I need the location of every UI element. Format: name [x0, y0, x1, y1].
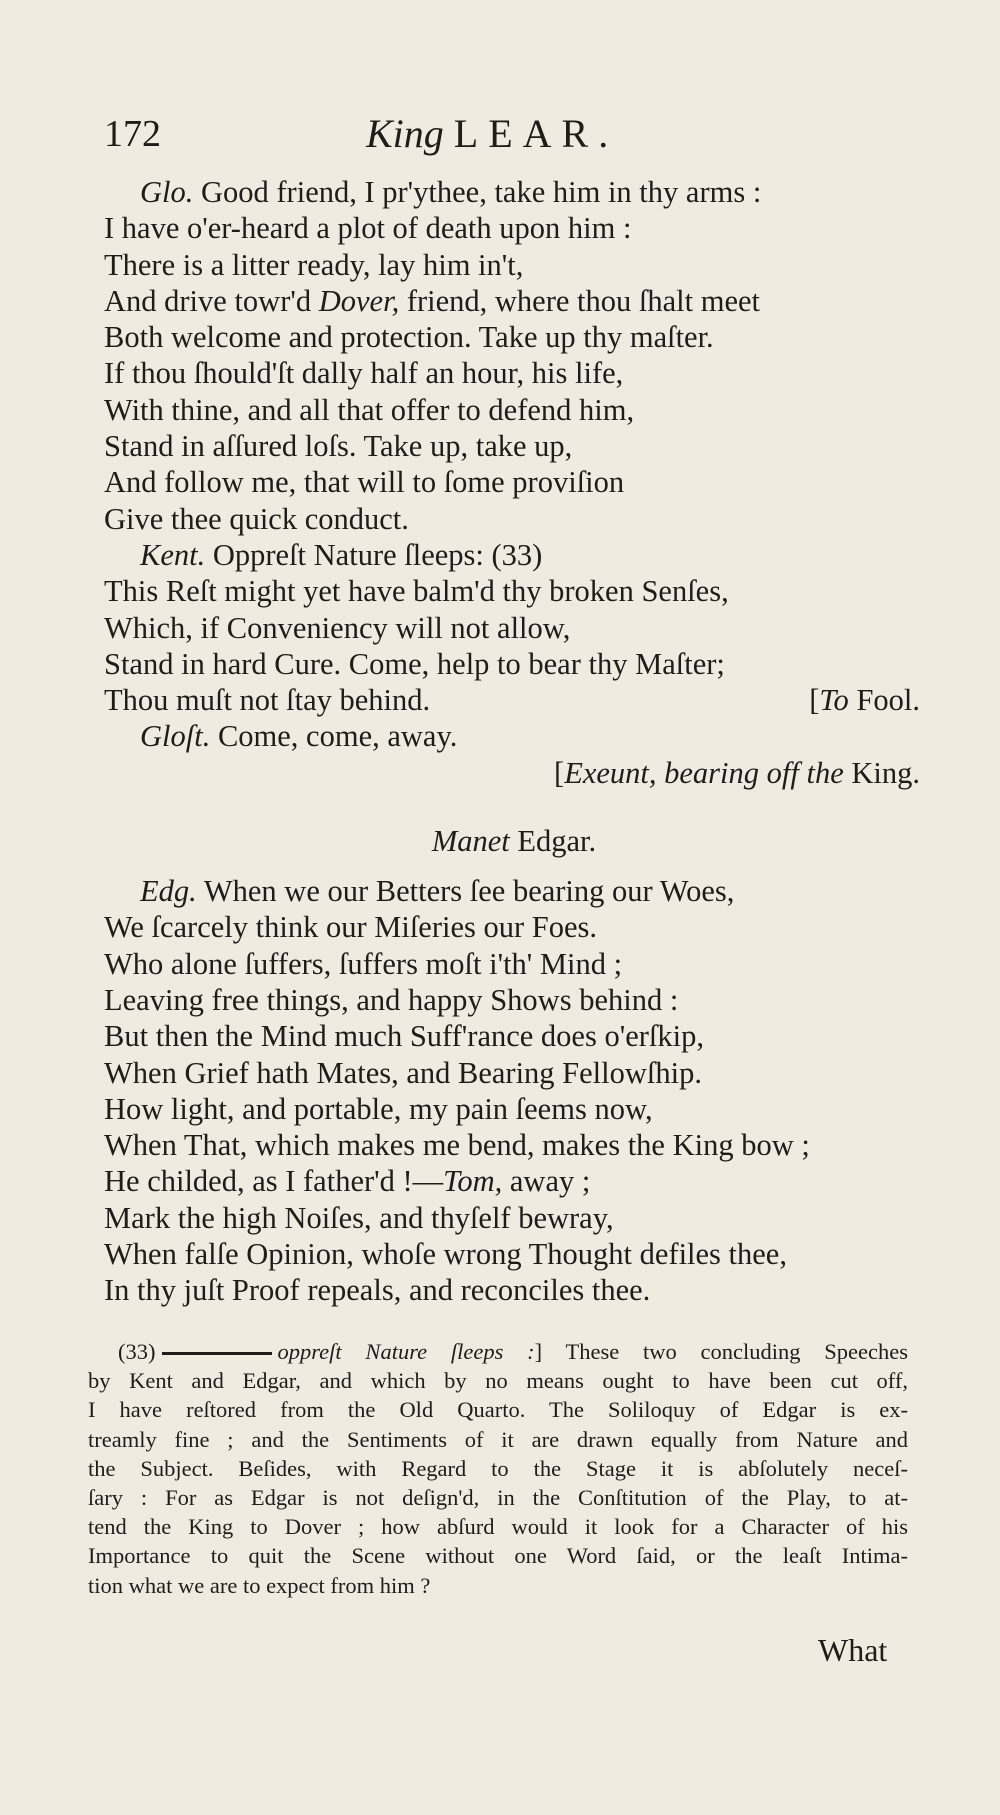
footnote-line: tend the King to Dover ; how abſurd would it look for a Character of his [88, 1514, 908, 1540]
verse-line: How light, and portable, my pain ſeems now, [104, 1091, 653, 1126]
footnote-line: by Kent and Edgar, and which by no means ought to have been cut off, [88, 1368, 908, 1394]
footnote-lemma: oppreſt Nature ſleeps : [277, 1339, 535, 1364]
footnote-line: Importance to quit the Scene without one Word ſaid, or the leaſt Intima- [88, 1543, 908, 1569]
verse-line: There is a litter ready, lay him in't, [104, 247, 524, 282]
speaker-name: Glo. [140, 175, 194, 209]
verse-line: When falſe Opinion, whoſe wrong Thought defiles thee, [104, 1237, 787, 1272]
footnote-line: tion what we are to expect from him ? [88, 1572, 431, 1598]
page-number: 172 [104, 113, 161, 155]
verse-line: When That, which makes me bend, makes the King bow ; [104, 1128, 810, 1163]
verse-line: I have o'er-heard a plot of death upon him : [104, 211, 632, 246]
verse-line: And drive towr'd Dover, friend, where thou ſhalt meet [104, 283, 760, 318]
footnote-dash [162, 1352, 272, 1355]
verse-line: Gloſt. Come, come, away. [140, 719, 458, 754]
verse-line: Edg. When we our Betters ſee bearing our Woes, [140, 874, 735, 909]
verse-line: Who alone ſuffers, ſuffers moſt i'th' Mind ; [104, 946, 623, 981]
manet-direction: Manet Edgar. [431, 824, 597, 859]
verse-line: When Grief hath Mates, and Bearing Fellowſhip. [104, 1055, 702, 1090]
verse-line: Leaving free things, and happy Shows behind : [104, 982, 679, 1017]
footnote-line: treamly fine ; and the Sentiments of it are drawn equally from Nature and [88, 1426, 908, 1452]
footnote-line: the Subject. Beſides, with Regard to the Stage it is abſolutely neceſ- [88, 1455, 908, 1481]
catchword: What [818, 1632, 888, 1668]
exit-stage-direction: [Exeunt, bearing off the King. [554, 755, 920, 790]
running-header [104, 112, 924, 166]
verse-line: And follow me, that will to ſome proviſion [104, 465, 625, 500]
verse-text [104, 174, 924, 1309]
running-title-italic: King [366, 111, 444, 156]
verse-line: This Reſt might yet have balm'd thy broken Senſes, [104, 574, 729, 609]
verse-line: In thy juſt Proof repeals, and reconciles thee. [104, 1273, 651, 1308]
verse-line: Stand in hard Cure. Come, help to bear thy Maſter; [104, 646, 725, 681]
footnote-line: (33) oppreſt Nature ſleeps :] These two concluding Speeches [88, 1337, 908, 1366]
verse-line: Give thee quick conduct. [104, 501, 409, 536]
verse-line: But then the Mind much Suff'rance does o'erſkip, [104, 1019, 704, 1054]
running-title-caps: LEAR. [453, 111, 619, 156]
footnote-number: (33) [118, 1339, 156, 1364]
verse-line: We ſcarcely think our Miſeries our Foes. [104, 910, 598, 945]
verse-line: Kent. Oppreſt Nature ſleeps: (33) [140, 537, 543, 572]
verse-line: He childed, as I father'd !—Tom, away ; [104, 1164, 591, 1199]
footnote-line: I have reſtored from the Old Quarto. The Soliloquy of Edgar is ex- [88, 1397, 908, 1423]
speaker-name: Kent. [140, 537, 206, 572]
verse-line: Which, if Conveniency will not allow, [104, 610, 571, 645]
running-title [366, 110, 618, 157]
verse-line: With thine, and all that offer to defend him, [104, 392, 635, 427]
stage-direction: [To Fool. [809, 683, 920, 718]
verse-line: Mark the high Noiſes, and thyſelf bewray, [104, 1200, 614, 1235]
verse-line: Thou muſt not ſtay behind. [To Fool. [104, 683, 920, 718]
footnote [88, 1337, 908, 1600]
verse-line: If thou ſhould'ſt dally half an hour, his life, [104, 356, 624, 391]
verse-line: Both welcome and protection. Take up thy maſter. [104, 320, 714, 355]
footnote-line: ſary : For as Edgar is not deſign'd, in the Conſtitution of the Play, to at- [88, 1484, 908, 1510]
verse-line: Glo. Good friend, I pr'ythee, take him in thy arms : [140, 175, 762, 209]
verse-line: Stand in aſſured loſs. Take up, take up, [104, 429, 573, 464]
speaker-name: Edg. [140, 874, 197, 909]
speaker-name: Gloſt. [140, 719, 211, 754]
